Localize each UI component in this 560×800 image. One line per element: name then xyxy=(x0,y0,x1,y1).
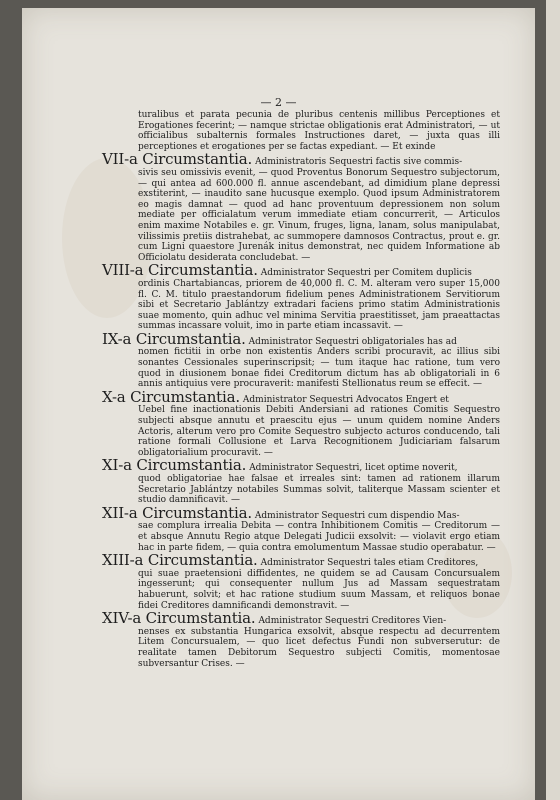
section-heading: XIV-a Circumstantia. xyxy=(102,609,256,628)
section-heading: X-a Circumstantia. xyxy=(102,387,240,406)
section-body: sae complura irrealia Debita — contra Inhibitionem Comitis — Creditorum — et absque Annutu Regio atque Delegati Judicii exsolvit: — violavit ergo etiam hac in parte fidem, — quia contra emolumentum Massae studio operabatur. — xyxy=(138,521,500,553)
section-lead: Administrator Sequestri Advocatos Engert et xyxy=(242,394,449,405)
section-body: nomen fictitii in orbe non existentis Anders scribi procuravit, ac illius sibi sonantes Cessionales superinscripsit; — tum itaque hac ratione, tum vero quod in diusionem bonae fidei Creditorum dictum has ab obligatoriali in 6 annis antiquius vere procuraverit: manifesti Stellionatus reum se effecit. — xyxy=(138,347,500,390)
section-xiii xyxy=(102,551,500,611)
section-body: ordinis Chartabiancas, priorem de 40,000 fl. C. M. alteram vero super 15,000 fl. C. M. titulo praestandorum fidelium penes Administrationem Servitiorum sibi et Secretario Jablántzy extradari faciens primo statim Administrationis suae momento, quin adhuc vel minima Servitia praestitisset, jam praeattactas summas incassare voluit, imo in parte etiam incassavit. — xyxy=(138,278,500,332)
section-heading: XIII-a Circumstantia. xyxy=(102,551,258,570)
section-lead: Administrator Sequestri per Comitem duplicis xyxy=(260,268,472,279)
section-heading: XI-a Circumstantia. xyxy=(102,456,247,475)
section-heading: VIII-a Circumstantia. xyxy=(102,261,258,280)
section-heading: VII-a Circumstantia. xyxy=(102,150,253,169)
section-ix xyxy=(102,329,500,390)
section-lead: Administrator Sequestri Creditores Vien- xyxy=(258,616,447,627)
section-body: Uebel fine inactionationis Debiti Andersiani ad rationes Comitis Sequestro subjecti absque annutu et praescitu ejus — unum quidem nomine Anders Actoris, alterum vero pro Comite Sequestro subjecto acturos conducendo, tali ratione formali Collusione et Larva Recognitionem Judiciariam falsarum obligatorialium procuravit. — xyxy=(138,405,500,458)
adjacent-page-edge xyxy=(546,0,560,800)
document-body xyxy=(102,110,500,669)
section-heading: IX-a Circumstantia. xyxy=(102,329,246,348)
section-lead: Administrator Sequestri obligatoriales has ad xyxy=(248,336,457,347)
section-vii xyxy=(102,150,500,263)
section-heading: XII-a Circumstantia. xyxy=(102,503,252,522)
section-xii xyxy=(102,503,500,553)
section-lead: Administrator Sequestri cum dispendio Mas- xyxy=(254,510,460,521)
document-page xyxy=(22,8,535,800)
section-body: qui suae praetensioni diffidentes, ne quidem se ad Causam Concursualem ingesserunt; qui consequenter nullum Jus ad Massam sequestratam habuerunt, solvit; et hac ratione studium suum Massam, et reliquos bonae fidei Creditores damnificandi demonstravit. — xyxy=(138,568,500,611)
section-lead: Administratoris Sequestri factis sive commis- xyxy=(255,157,463,168)
section-xiv xyxy=(102,609,500,669)
intro-paragraph: turalibus et parata pecunia de pluribus centenis millibus Perceptiones et Erogationes fecerint; — namque strictae obligationis erat Administratori, — ut officialibus subalternis formales Instructiones daret, — juxta quas illi perceptiones et erogationes per se factas expediant. — Et exinde xyxy=(138,110,500,152)
section-body: nenses ex substantia Hungarica exsolvit, absque respectu ad decurrentem Litem Concursualem, — quo licet defectus Fundi non subverserutur: de realitate tamen Debitorum Sequestro subjecti Comitis, momentosae subversantur Crises. — xyxy=(138,626,500,669)
section-body: quod obligatoriae hae falsae et irreales sint: tamen ad rationem illarum Secretario Jablántzy notabiles Summas solvit, taliterque Massam scienter et studio damnificavit. — xyxy=(138,474,500,506)
section-lead: Administrator Sequestri tales etiam Creditores, xyxy=(260,558,479,569)
section-xi xyxy=(102,456,500,506)
section-lead: Administrator Sequestri, licet optime noverit, xyxy=(249,463,458,474)
section-x xyxy=(102,387,500,459)
section-viii xyxy=(102,261,500,332)
page-number: — 2 — xyxy=(260,96,297,109)
section-body: sivis seu omissivis evenit, — quod Proventus Bonorum Sequestro subjectorum, — qui antea ad 600.000 fl. annue ascendebant, ad dimidium plane depressi exstiterint, — inaudito sane hucusque exemplo. Quod ipsum Administratorem eo magis damnat — quod ad hanc proventuum depressionem non solum mediate per officialatum verum immediate etiam concurrerit, — Articulos enim maxime Notabiles e. gr. Vinum, fruges, ligna, lanam, solus manipulabat, vilissimis pretiis distrahebat, ac summopere damnosos Contractus, prout e. gr. cum Ligni quaestore Jurenák initus demonstrat, nec quidem Informatione ab Officiolatu desiderata concludebat. — xyxy=(138,167,500,263)
